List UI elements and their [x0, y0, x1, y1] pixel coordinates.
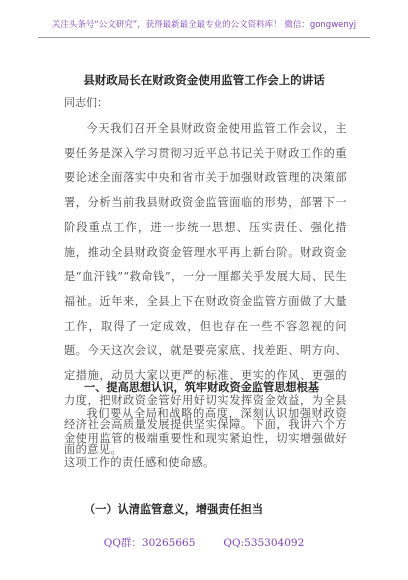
qq-label: QQ:535304092 [223, 537, 305, 549]
document-title: 县财政局长在财政资金使用监管工作会上的讲话 [83, 73, 325, 87]
section-heading-1: 一、提高思想认识，筑牢财政资金监管思想根基 [84, 380, 319, 394]
header-banner: 关注头条号“公文研究”，获得最新最全最专业的公文资料库！ 微信：gongwenyj [51, 20, 357, 30]
paragraph-section-1: 我们要从全局和战略的高度，深刻认识加强财政资金使用监管的极端重要性和现实紧迫性，切实增强做好这项工作的责任感和使命感。 [64, 407, 347, 470]
salutation: 同志们： [64, 96, 108, 109]
header-divider [38, 37, 370, 38]
footer-contact [0, 535, 408, 550]
subsection-heading-1: （一）认清监管意义，增强责任担当 [84, 502, 264, 516]
paragraph-intro: 今天我们召开全县财政资金使用监管工作会议，主要任务是深入学习贯彻习近平总书记关于财政工作的重要论述全面落实中央和省市关于加强财政管理的决策部署，分析当前我县财政资金监管面临的形势，部署下一阶段重点工作，进一步统一思想、压实责任、强化措施，推动全县财政资金管理水平再上新台阶。财政资金是“血汗钱”“救命钱”，一分一厘都关乎发展大局、民生福祉。近年来，全县上下在财政资金监管方面做了大量工作，取得了一定成效，但也存在一些不容忽视的问题。今天这次会议，就是要亮家底、找差距、明方向、定措施，动员大家以更严的标准、更实的作风、更强的力度，把财政资金管好用好切实发挥资金效益，为全县经济社会高质量发展提供坚实保障。下面，我讲六个方面的意见。 [64, 122, 347, 457]
qq-group-label: QQ群：30265665 [103, 537, 196, 549]
